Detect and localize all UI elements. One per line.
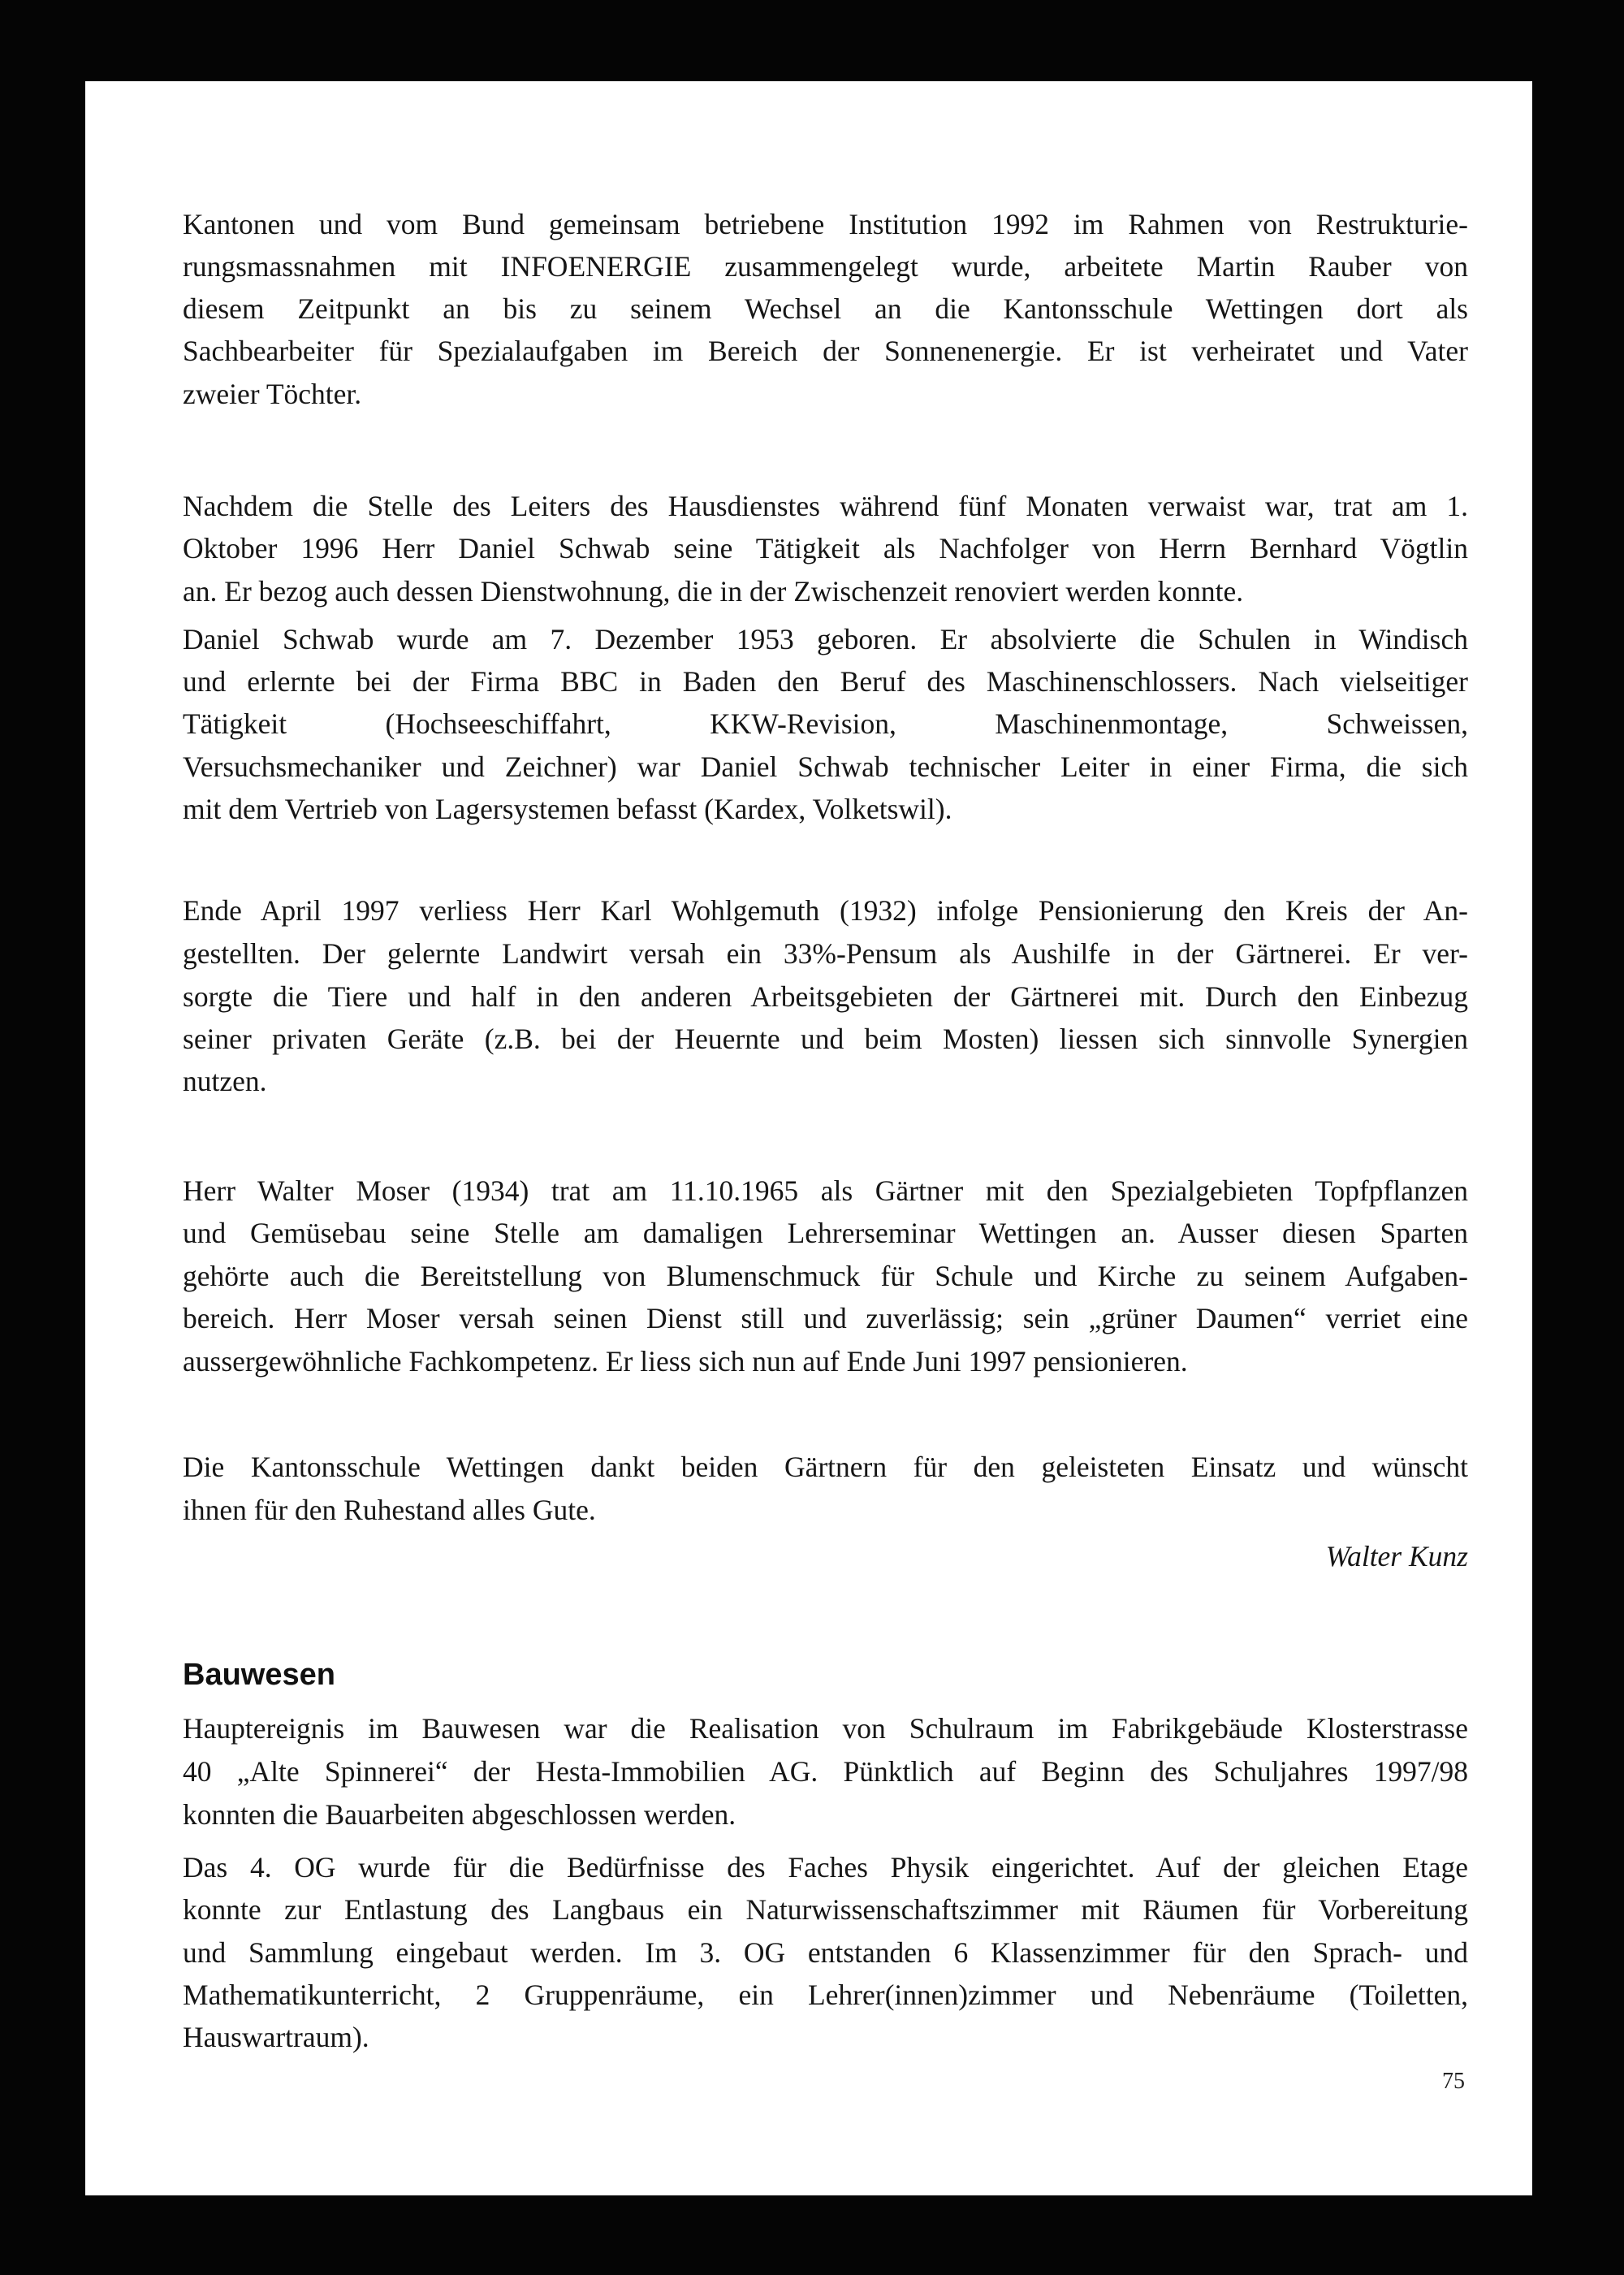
text-line: nutzen.: [183, 1065, 267, 1097]
text-line: Sachbearbeiter für Spezialaufgaben im Bereich der Sonnenenergie. Er ist verheiratet und Vater: [183, 335, 1468, 367]
text-line: und Sammlung eingebaut werden. Im 3. OG entstanden 6 Klassenzimmer für den Sprach- und: [183, 1936, 1468, 1969]
text-line: konnte zur Entlastung des Langbaus ein Naturwissenschaftszimmer mit Räumen für Vorbereitung: [183, 1893, 1468, 1926]
text-line: und Gemüsebau seine Stelle am damaligen Lehrerseminar Wettingen an. Ausser diesen Sparten: [183, 1217, 1468, 1249]
text-line: ihnen für den Ruhestand alles Gute.: [183, 1494, 596, 1526]
text-line: an. Er bezog auch dessen Dienstwohnung, die in der Zwischenzeit renoviert werden konnte.: [183, 575, 1244, 608]
text-line: Daniel Schwab wurde am 7. Dezember 1953 geboren. Er absolvierte die Schulen in Windisch: [183, 623, 1468, 655]
text-line: Ende April 1997 verliess Herr Karl Wohlgemuth (1932) infolge Pensionierung den Kreis der An-: [183, 894, 1468, 927]
page-number: 75: [1442, 2069, 1465, 2094]
text-line: Kantonen und vom Bund gemeinsam betriebene Institution 1992 im Rahmen von Restrukturie-: [183, 208, 1468, 240]
text-line: Hauswartraum).: [183, 2021, 369, 2053]
text-line: sorgte die Tiere und half in den anderen Arbeitsgebieten der Gärtnerei mit. Durch den Einbezug: [183, 980, 1468, 1013]
text-line: Hauptereignis im Bauwesen war die Realisation von Schulraum im Fabrikgebäude Klosterstrasse: [183, 1712, 1468, 1745]
text-line: bereich. Herr Moser versah seinen Dienst still und zuverlässig; sein „grüner Daumen“ verriet eine: [183, 1302, 1468, 1334]
text-line: zweier Töchter.: [183, 378, 362, 410]
author-signature: Walter Kunz: [1325, 1540, 1468, 1572]
text-line: gehörte auch die Bereitstellung von Blumenschmuck für Schule und Kirche zu seinem Aufgaben-: [183, 1260, 1468, 1292]
text-line: und erlernte bei der Firma BBC in Baden den Beruf des Maschinenschlossers. Nach vielseitiger: [183, 665, 1468, 698]
text-line: Nachdem die Stelle des Leiters des Hausdienstes während fünf Monaten verwaist war, trat am 1.: [183, 490, 1468, 522]
text-line: Versuchsmechaniker und Zeichner) war Daniel Schwab technischer Leiter in einer Firma, die sich: [183, 750, 1468, 783]
text-line: Herr Walter Moser (1934) trat am 11.10.1965 als Gärtner mit den Spezialgebieten Topfpflanzen: [183, 1174, 1468, 1207]
text-line: diesem Zeitpunkt an bis zu seinem Wechsel an die Kantonsschule Wettingen dort als: [183, 292, 1468, 325]
text-line: gestellten. Der gelernte Landwirt versah ein 33%-Pensum als Aushilfe in der Gärtnerei. Er ver-: [183, 937, 1468, 970]
text-line: rungsmassnahmen mit INFOENERGIE zusammengelegt wurde, arbeitete Martin Rauber von: [183, 250, 1468, 283]
text-line: aussergewöhnliche Fachkompetenz. Er liess sich nun auf Ende Juni 1997 pensionieren.: [183, 1345, 1188, 1378]
text-line: Mathematikunterricht, 2 Gruppenräume, ein Lehrer(innen)zimmer und Nebenräume (Toiletten,: [183, 1979, 1468, 2011]
text-line: konnten die Bauarbeiten abgeschlossen werden.: [183, 1798, 736, 1831]
text-line: Das 4. OG wurde für die Bedürfnisse des Faches Physik eingerichtet. Auf der gleichen Etage: [183, 1851, 1468, 1884]
text-line: Oktober 1996 Herr Daniel Schwab seine Tätigkeit als Nachfolger von Herrn Bernhard Vögtlin: [183, 532, 1468, 564]
text-line: seiner privaten Geräte (z.B. bei der Heuernte und beim Mosten) liessen sich sinnvolle Synergien: [183, 1023, 1468, 1055]
text-line: mit dem Vertrieb von Lagersystemen befasst (Kardex, Volketswil).: [183, 793, 952, 825]
text-line: Die Kantonsschule Wettingen dankt beiden Gärtnern für den geleisteten Einsatz und wünscht: [183, 1451, 1468, 1483]
text-line: 40 „Alte Spinnerei“ der Hesta-Immobilien AG. Pünktlich auf Beginn des Schuljahres 1997/98: [183, 1755, 1468, 1788]
section-heading: Bauwesen: [183, 1658, 335, 1692]
text-line: Tätigkeit (Hochseeschiffahrt, KKW-Revision, Maschinenmontage, Schweissen,: [183, 707, 1468, 740]
